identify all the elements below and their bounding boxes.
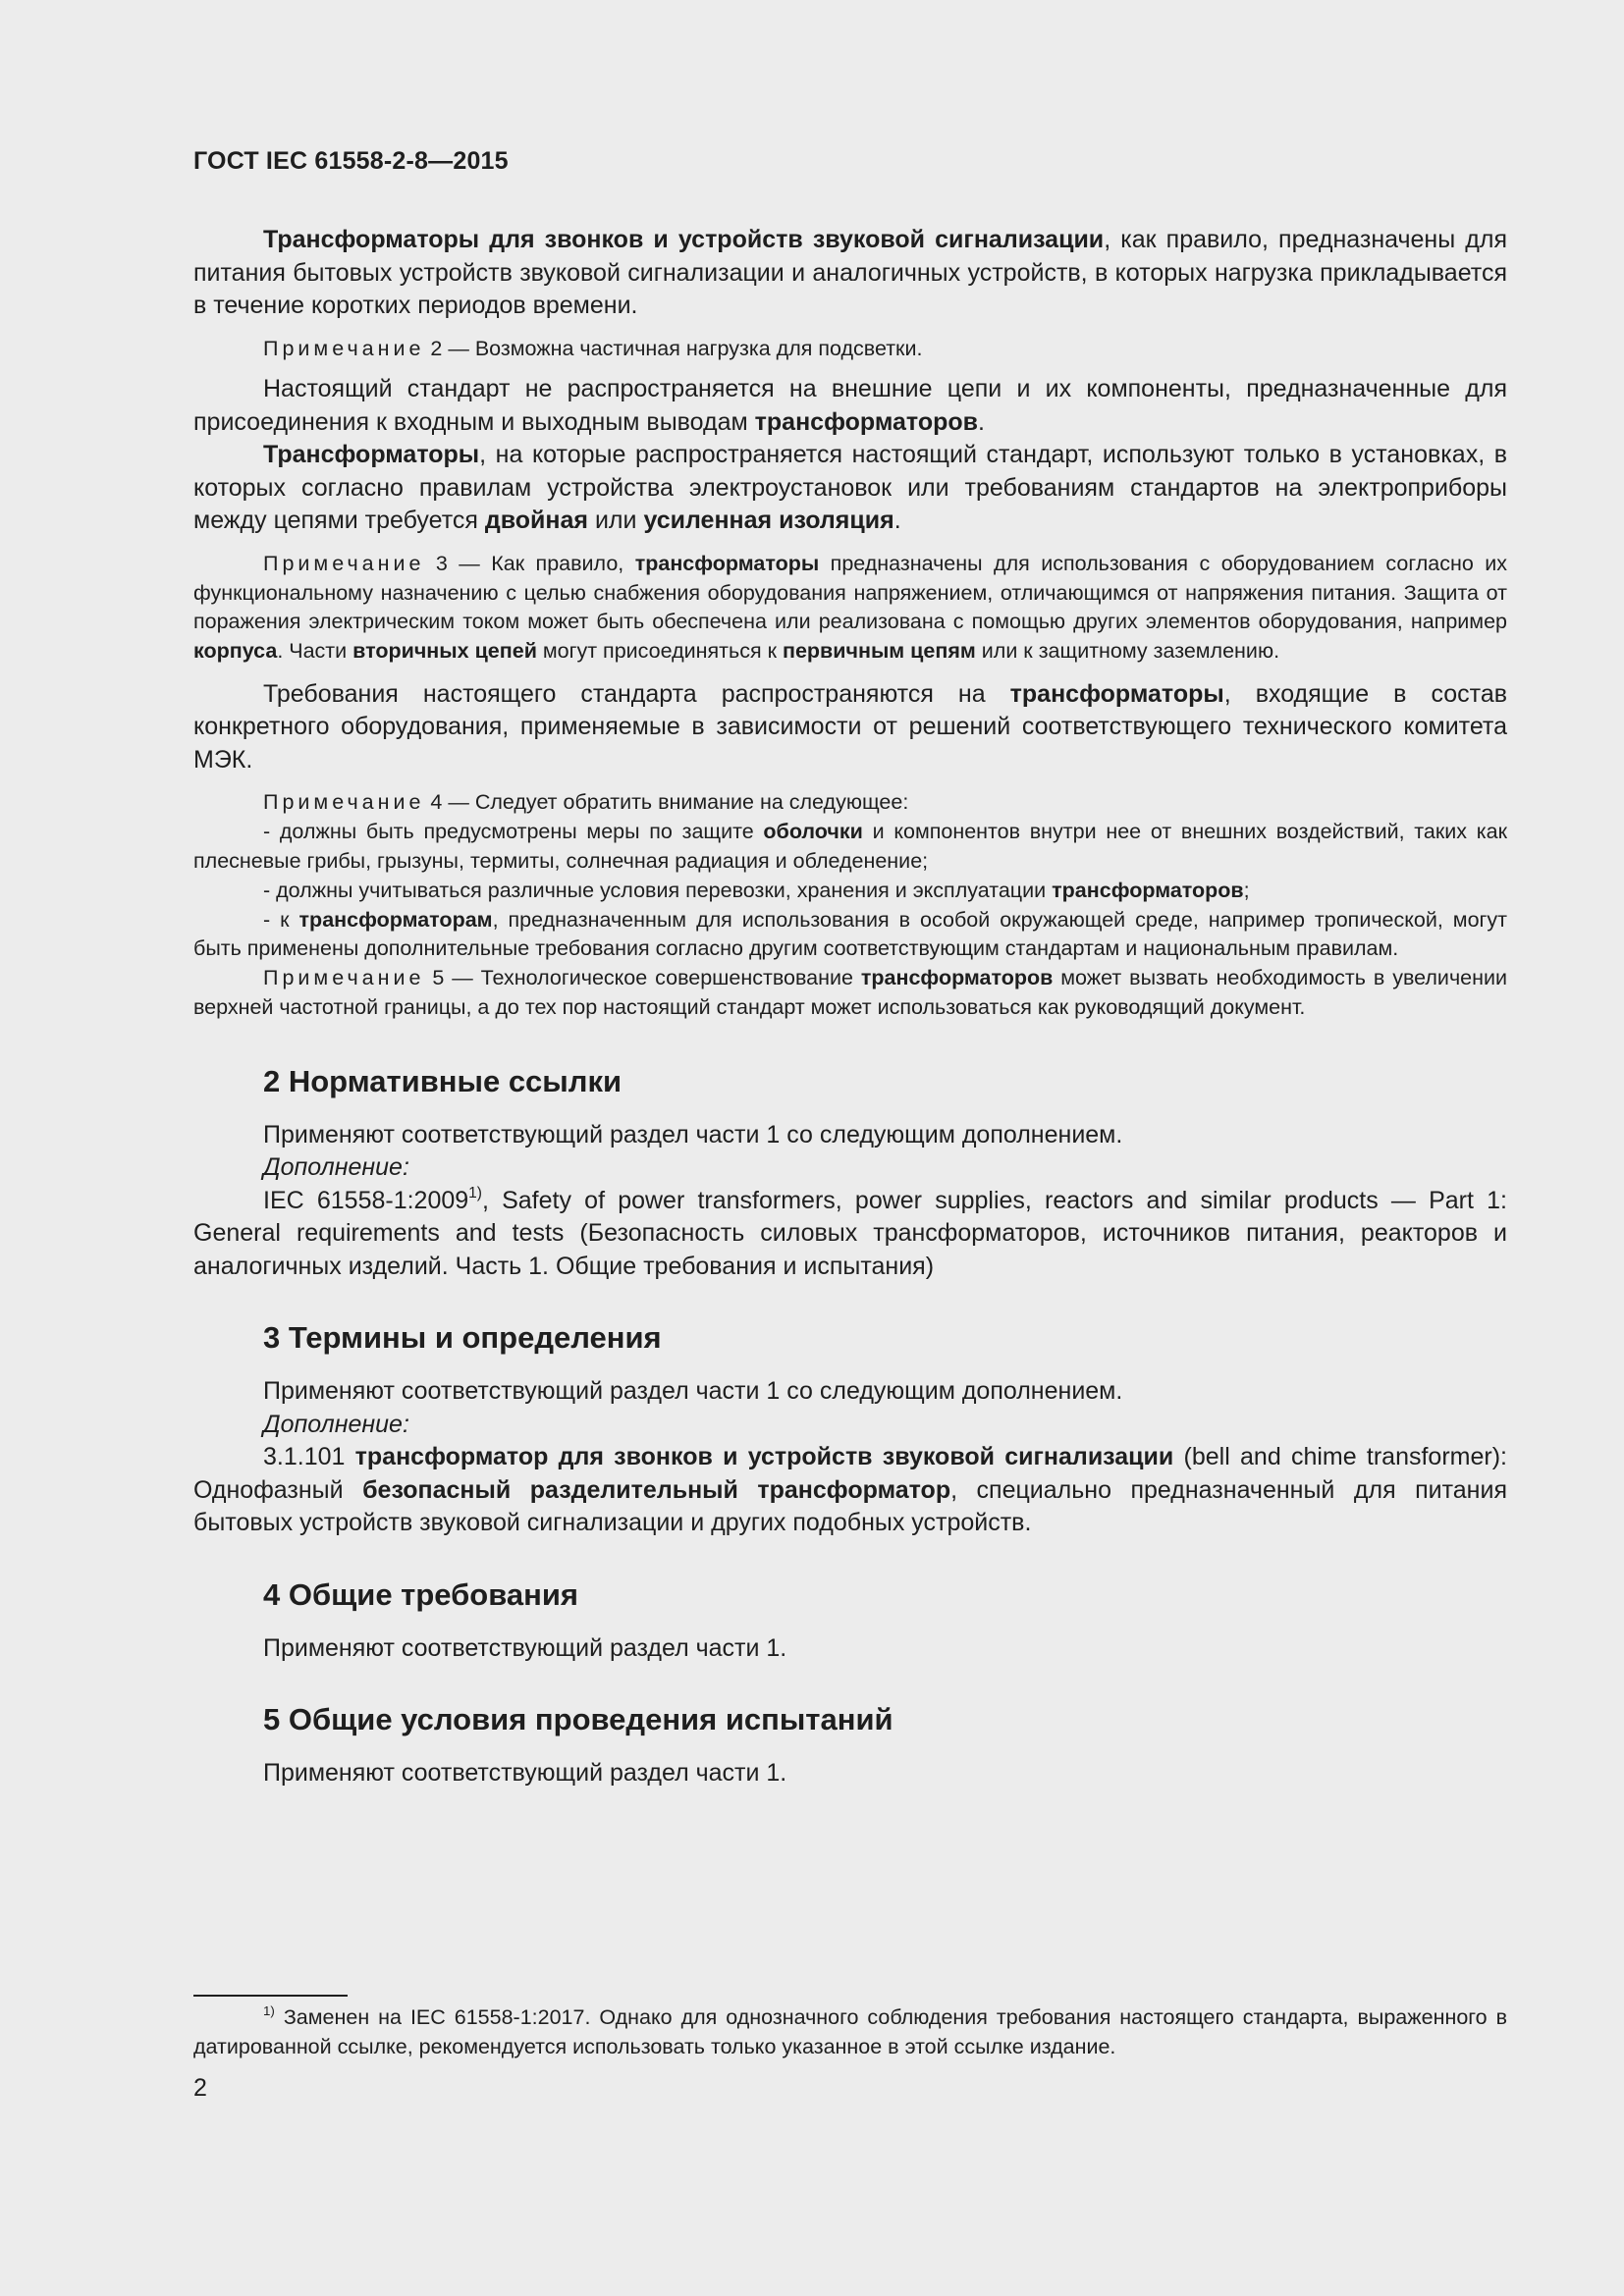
section-5-paragraph: Применяют соответствующий раздел части 1. bbox=[263, 1759, 787, 1788]
section-5-title: 5 Общие условия проведения испытаний bbox=[263, 1702, 893, 1737]
section-4-title: 4 Общие требования bbox=[263, 1576, 578, 1612]
note-3: Примечание 3 — Как правило, трансформаторы предназначены для использования с оборудованием согласно их функциональному назначению с целью снабжения оборудования напряжением, отличающимся от напряжения питания. Защита от поражения электрическим током может быть обеспечена или реализована с помощью других элементов оборудования, например корпуса. Части вторичных цепей могут присоединяться к первичным цепям или к защитному заземлению. bbox=[193, 551, 1507, 664]
page-number: 2 bbox=[193, 2074, 207, 2102]
note-2: Примечание 2 — Возможна частичная нагрузка для подсветки. bbox=[263, 336, 923, 360]
footnote-divider bbox=[193, 1995, 348, 1997]
section-4-paragraph: Применяют соответствующий раздел части 1. bbox=[263, 1633, 787, 1662]
footnote-marker: 1) bbox=[468, 1184, 482, 1201]
footnote: $^{1)}$ Заменен на IEC 61558-1:2017. Однако для однозначного соблюдения требования настоящего стандарта, выраженного в датированной ссылке, рекомендуется использовать только указанное в этой ссылке издание. bbox=[193, 2002, 1507, 2058]
section-2-addition: Дополнение: bbox=[263, 1153, 409, 1182]
note-4-item-2: - должны учитываться различные условия перевозки, хранения и эксплуатации трансформаторов; bbox=[263, 878, 1250, 902]
paragraph-transformers-usage: Трансформаторы, на которые распространяется настоящий стандарт, используют только в установках, в которых согласно правилам устройства электроустановок или требованиям стандартов на электроприборы между цепями требуется двойная или усиленная изоляция. bbox=[193, 441, 1507, 535]
note-5: Примечание 5 — Технологическое совершенствование трансформаторов может вызвать необходимость в увеличении верхней частотной границы, а до тех пор настоящий стандарт может использоваться как руководящий документ. bbox=[193, 966, 1507, 1020]
document-body bbox=[193, 224, 1507, 1790]
section-2-reference: IEC 61558-1:2009$^{1)}$, Safety of power transformers, power supplies, reactors and similar products — Part 1: General requirements and tests (Безопасность силовых трансформаторов, источников питания, реакторов и аналогичных изделий. Часть 1. Общие требования и испытания) bbox=[193, 1184, 1507, 1280]
note-4-item-1: - должны быть предусмотрены меры по защите оболочки и компонентов внутри нее от внешних воздействий, таких как плесневые грибы, грызуны, термиты, солнечная радиация и обледенение; bbox=[193, 820, 1507, 874]
document-header: ГОСТ IEC 61558-2-8—2015 bbox=[193, 147, 509, 175]
paragraph-requirements-scope: Требования настоящего стандарта распространяются на трансформаторы, входящие в состав конкретного оборудования, применяемые в зависимости от решений соответствующего технического комитета МЭК. bbox=[193, 679, 1507, 774]
section-2-paragraph: Применяют соответствующий раздел части 1 со следующим дополнением. bbox=[263, 1120, 1123, 1148]
section-2-title: 2 Нормативные ссылки bbox=[263, 1063, 623, 1098]
note-4: Примечание 4 — Следует обратить внимание на следующее: bbox=[263, 790, 909, 815]
paragraph-bell-transformers: Трансформаторы для звонков и устройств звуковой сигнализации, как правило, предназначены для питания бытовых устройств звуковой сигнализации и аналогичных устройств, в которых нагрузка прикладывается в течение коротких периодов времени. bbox=[193, 226, 1508, 319]
section-3-addition: Дополнение: bbox=[263, 1410, 409, 1438]
paragraph-scope-exclusion: Настоящий стандарт не распространяется на внешние цепи и их компоненты, предназначенные для присоединения к входным и выходным выводам трансформаторов. bbox=[193, 375, 1507, 436]
section-3-definition: 3.1.101 трансформатор для звонков и устройств звуковой сигнализации (bell and chime transformer): Однофазный безопасный разделительный трансформатор, специально предназначенный для питания бытовых устройств звуковой сигнализации и других подобных устройств. bbox=[193, 1443, 1507, 1537]
note-4-item-3: - к трансформаторам, предназначенным для использования в особой окружающей среде, например тропической, могут быть применены дополнительные требования согласно другим соответствующим стандартам и национальным правилам. bbox=[193, 907, 1507, 961]
section-3-title: 3 Термины и определения bbox=[263, 1320, 662, 1356]
section-3-paragraph: Применяют соответствующий раздел части 1 со следующим дополнением. bbox=[263, 1377, 1123, 1406]
